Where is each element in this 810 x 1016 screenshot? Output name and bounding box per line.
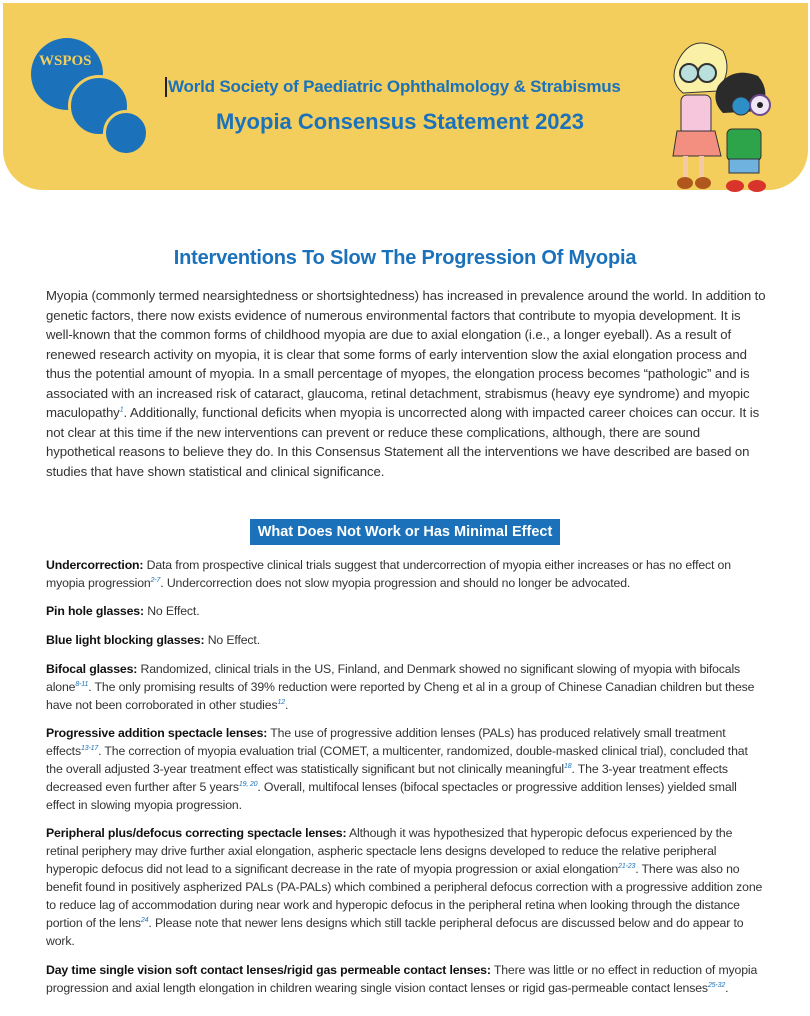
item-text: . The only promising results of 39% reduction were reported by Cheng et al in a group of Chinese Canadian children but these have not been corroborated in other studies — [46, 680, 755, 712]
reference[interactable]: 24 — [140, 916, 149, 924]
item-contact-lenses — [46, 961, 766, 997]
reference[interactable]: 18 — [564, 762, 572, 770]
document-title: Myopia Consensus Statement 2023 — [216, 109, 585, 134]
item-text: No Effect. — [143, 604, 200, 618]
item-text: . — [284, 698, 289, 712]
item-text: . There was also no benefit found in positively aspherized PALs (PA-PALs) which combined a peripheral defocus correction with a progressive addition zone to reduce lag of accommodation during near work and hyperopic defocus in the peripheral retina when looking through the distance portion of the lens — [46, 862, 763, 930]
reference[interactable]: 2-7 — [150, 576, 161, 584]
item-text: . — [725, 981, 729, 995]
section-heading: What Does Not Work or Has Minimal Effect — [250, 519, 560, 545]
item-text: . The correction of myopia evaluation trial (COMET, a multicenter, randomized, double-masked clinical trial), concluded that the overall adjusted 3-year treatment effect was statistically significant but not clinically meaningful — [46, 744, 748, 776]
reference[interactable]: 19, 20 — [238, 780, 258, 788]
item-label: Bifocal glasses: — [46, 662, 138, 676]
item-text: . Please note that newer lens designs which still tackle peripheral defocus are discussed below and do appear to work. — [46, 916, 744, 948]
reference[interactable]: 25-32 — [707, 981, 726, 989]
item-text: . The 3-year treatment effects decreased even further after 5 years — [46, 762, 728, 794]
item-text: Randomized, clinical trials in the US, Finland, and Denmark showed no significant slowing of myopia with bifocals alone — [46, 662, 741, 694]
item-text: Data from prospective clinical trials suggest that undercorrection of myopia either increases or has no effect on myopia progression — [46, 558, 731, 590]
item-text: Although it was hypothesized that hyperopic defocus experienced by the retinal periphery may drive further axial elongation, aspheric spectacle lens designs developed to reduce the relative peripheral hyperopic defocus did not lead to a significant decrease in the rate of myopia progression or axial elongation — [46, 826, 733, 876]
item-bifocal-glasses — [46, 660, 766, 714]
header-banner — [3, 3, 808, 190]
item-peripheral-plus-lenses — [46, 824, 766, 950]
item-label: Day time single vision soft contact lenses/rigid gas permeable contact lenses: — [46, 963, 491, 977]
page-title: Interventions To Slow The Progression Of Myopia — [173, 247, 637, 269]
item-label: Pin hole glasses: — [46, 604, 144, 618]
item-label: Undercorrection: — [46, 558, 144, 572]
item-blue-light-glasses — [46, 631, 766, 649]
item-text: . Undercorrection does not slow myopia progression and should no longer be advocated. — [160, 576, 631, 590]
reference[interactable]: 1 — [119, 406, 124, 414]
wspos-logo — [3, 3, 163, 163]
intro-text-2: . Additionally, functional deficits when myopia is uncorrected along with impacted career choices can occur. It is not clear at this time if the new interventions can prevent or reduce these complications, although, there are sound hypothetical reasons to believe they do. In this Consensus Statement all the interventions we have described are based on studies that have shown statistical and clinical significance. — [46, 405, 760, 479]
organization-name: World Society of Paediatric Ophthalmology & Strabismus — [165, 77, 621, 97]
item-undercorrection — [46, 556, 766, 592]
logo-text: WSPOS — [39, 53, 92, 69]
item-label: Blue light blocking glasses: — [46, 633, 205, 647]
item-progressive-addition-lenses — [46, 724, 766, 814]
reference[interactable]: 13-17 — [80, 744, 99, 752]
item-label: Peripheral plus/defocus correcting spectacle lenses: — [46, 826, 347, 840]
item-pin-hole-glasses — [46, 602, 766, 620]
reference[interactable]: 12 — [277, 698, 285, 706]
logo-circle-small — [103, 110, 149, 156]
item-text: There was little or no effect in reduction of myopia progression and axial length elongation in children wearing single vision contact lenses or rigid gas-permeable contact lenses — [46, 963, 758, 995]
intro-text-1: Myopia (commonly termed nearsightedness or shortsightedness) has increased in prevalence around the world. In addition to genetic factors, there now exists evidence of numerous environmental factors that contribute to myopia development. It is well-known that the common forms of childhood myopia are due to axial elongation (i.e., a longer eyeball). As a result of renewed research activity on myopia, it is clear that some forms of early intervention slow the axial elongation process and thus the potential amount of myopia. In a small percentage of myopes, the elongation process becomes “pathologic” and is associated with an increased risk of cataract, glaucoma, retinal detachment, strabismus (heavy eye syndrome) and myopic maculopathy — [46, 288, 766, 420]
item-text: No Effect. — [204, 633, 260, 647]
children-illustration-icon — [663, 31, 773, 196]
item-text: The use of progressive addition lenses (PALs) has produced relatively small treatment effects — [46, 726, 726, 758]
intro-paragraph — [46, 286, 770, 481]
item-label: Progressive addition spectacle lenses: — [46, 726, 268, 740]
reference[interactable]: 21-23 — [618, 862, 636, 870]
item-text: . Overall, multifocal lenses (bifocal spectacles or progressive addition lenses) yielded small effect in slowing myopia progression. — [46, 780, 737, 812]
reference[interactable]: 8-11 — [75, 680, 89, 688]
